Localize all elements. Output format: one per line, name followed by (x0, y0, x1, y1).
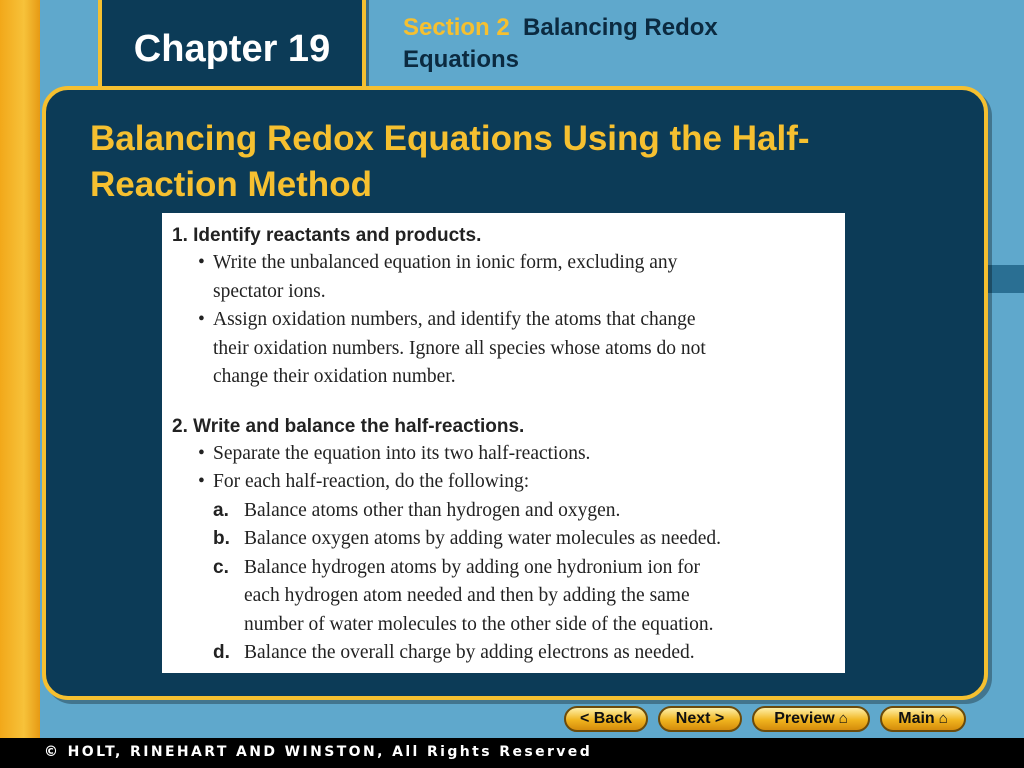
next-button[interactable] (658, 706, 742, 732)
main-button-label: Main (898, 710, 935, 727)
preview-button-label: Preview (774, 710, 835, 727)
substep-letter: b. (213, 528, 230, 549)
substep-a (172, 497, 835, 526)
bullet-marker: • (198, 309, 205, 330)
bullet-line: Separate the equation into its two half-reactions. (213, 442, 591, 464)
section-title: Balancing Redox Equations (403, 14, 718, 73)
procedure-box (162, 213, 845, 673)
back-button[interactable] (564, 706, 648, 732)
back-button-label: < Back (579, 710, 633, 727)
next-button-label: Next > (675, 710, 725, 727)
main-button[interactable] (880, 706, 966, 732)
bullet-line: change their oxidation number. (213, 366, 456, 387)
bullet-line: their oxidation numbers. Ignore all species whose atoms do not (213, 337, 706, 359)
section-header (403, 12, 823, 76)
bullet-marker: • (198, 471, 205, 492)
substep-line: number of water molecules to the other side of the equation. (244, 613, 714, 635)
left-accent-bar (0, 0, 40, 738)
substep-letter: a. (213, 499, 229, 521)
right-accent-strip (986, 265, 1024, 293)
preview-button[interactable] (752, 706, 870, 732)
bullet-line: For each half-reaction, do the following: (213, 471, 530, 492)
step-1-heading: 1. Identify reactants and products. (172, 225, 482, 246)
bullet-marker: • (198, 252, 205, 273)
substep-line: Balance hydrogen atoms by adding one hydronium ion for (244, 556, 700, 578)
bullet-line: spectator ions. (213, 280, 326, 302)
substep-line: each hydrogen atom needed and then by adding the same (244, 585, 690, 606)
step-2-heading: 2. Write and balance the half-reactions. (172, 415, 525, 437)
step-1-bullet (172, 306, 835, 392)
bullet-line: Assign oxidation numbers, and identify the atoms that change (213, 309, 696, 330)
substep-b (172, 525, 835, 554)
substep-line: Balance the overall charge by adding electrons as needed. (244, 642, 695, 663)
substep-d (172, 639, 835, 668)
substep-line: Balance atoms other than hydrogen and oxygen. (244, 499, 621, 521)
substep-line: Balance oxygen atoms by adding water molecules as needed. (244, 528, 722, 549)
footer-bar (0, 738, 1024, 768)
substep-letter: c. (213, 556, 229, 578)
chapter-label: Chapter 19 (133, 28, 331, 70)
substep-c (172, 554, 835, 640)
step-1-bullet (172, 249, 835, 306)
bullet-line: Write the unbalanced equation in ionic form, excluding any (213, 252, 678, 273)
copyright-text: © HOLT, RINEHART AND WINSTON, All Rights Reserved (44, 744, 593, 760)
slide-title: Balancing Redox Equations Using the Half-Reaction Method (90, 119, 810, 204)
home-icon: ⌂ (838, 710, 848, 727)
bullet-marker: • (198, 442, 205, 464)
step-2-bullet (172, 468, 835, 497)
substep-letter: d. (213, 642, 230, 663)
home-icon: ⌂ (938, 710, 948, 727)
section-number: Section 2 (403, 14, 510, 41)
step-2-bullet (172, 440, 835, 469)
